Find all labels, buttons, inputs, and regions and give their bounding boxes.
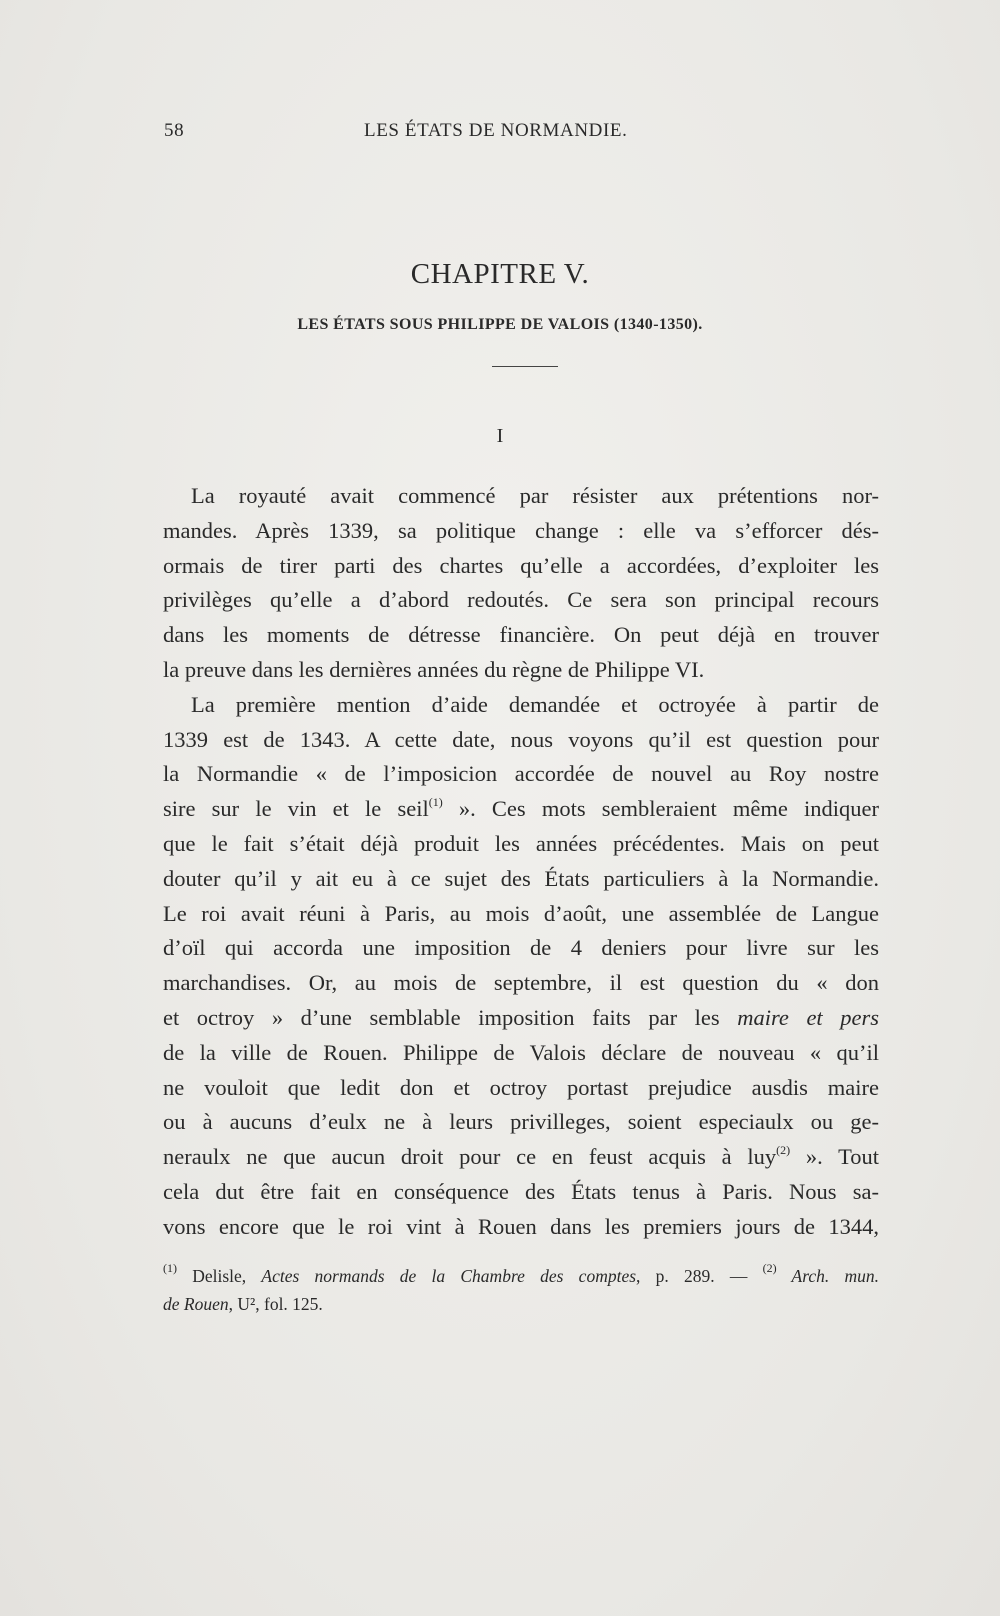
- footnote-source: de Rouen: [163, 1294, 229, 1314]
- footnote-line: [163, 1262, 879, 1290]
- text-line: marchandises. Or, au mois de septembre, il est question du « don: [163, 970, 879, 996]
- running-title: LES ÉTATS DE NORMANDIE.: [364, 120, 628, 141]
- text-line: [163, 792, 879, 827]
- footnotes: [163, 1262, 879, 1318]
- running-header: [164, 120, 880, 150]
- text-line: d’oïl qui accorda une imposition de 4 deniers pour livre sur les: [163, 935, 879, 961]
- italic-phrase: maire et pers: [737, 1004, 879, 1030]
- text-segment: ». Ces mots sembleraient même indiquer: [442, 796, 879, 822]
- text-line: privilèges qu’elle a d’abord redoutés. Ce sera son principal recours: [163, 587, 879, 613]
- text-line: ne vouloit que ledit don et octroy portast prejudice ausdis maire: [163, 1074, 879, 1100]
- footnote-mark-1: (1): [163, 1261, 177, 1275]
- footnote-text: Delisle,: [177, 1266, 262, 1286]
- text-line: vons encore que le roi vint à Rouen dans les premiers jours de 1344,: [163, 1213, 879, 1239]
- footnote-source: Arch. mun.: [776, 1266, 880, 1286]
- chapter-subtitle: LES ÉTATS SOUS PHILIPPE DE VALOIS (1340-1350).: [297, 316, 703, 333]
- text-segment: sire sur le vin et le seil: [163, 796, 429, 822]
- text-line: mandes. Après 1339, sa politique change : elle va s’efforcer dés-: [163, 517, 879, 543]
- footnote-ref-1: (1): [428, 795, 443, 810]
- text-line: cela dut être fait en conséquence des États tenus à Paris. Nous sa-: [163, 1178, 879, 1204]
- text-line: que le fait s’était déjà produit les années précédentes. Mais on peut: [163, 830, 879, 856]
- footnote-text: , p. 289. —: [636, 1266, 763, 1286]
- text-line: de la ville de Rouen. Philippe de Valois déclare de nouveau « qu’il: [163, 1039, 879, 1065]
- footnote-title: Actes normands de la Chambre des comptes: [261, 1266, 637, 1286]
- text-line: [163, 1001, 879, 1036]
- page-number: 58: [164, 120, 185, 141]
- title-divider: [492, 366, 558, 367]
- text-line: [163, 1140, 879, 1175]
- text-line: La royauté avait commencé par résister aux prétentions nor-: [191, 483, 879, 508]
- section-number: I: [496, 425, 504, 447]
- text-line: dans les moments de détresse financière. On peut déjà en trouver: [163, 622, 879, 648]
- body-text: [163, 479, 879, 1245]
- footnote-line: [163, 1290, 879, 1318]
- footnote-ref-2: (2): [776, 1143, 791, 1158]
- text-line: ormais de tirer parti des chartes qu’elle a accordées, d’exploiter les: [163, 552, 879, 578]
- footnote-text: , U², fol. 125.: [228, 1294, 323, 1314]
- footnote-mark-2: (2): [762, 1261, 777, 1275]
- text-line: douter qu’il y ait eu à ce sujet des États particuliers à la Normandie.: [163, 865, 879, 891]
- text-line: ou à aucuns d’eulx ne à leurs privilleges, soient especiaulx ou ge-: [163, 1109, 879, 1135]
- text-segment: neraulx ne que aucun droit pour ce en feust acquis à luy: [163, 1144, 777, 1170]
- text-segment: et octroy » d’une semblable imposition faits par les: [163, 1004, 738, 1030]
- text-segment: ». Tout: [790, 1144, 879, 1170]
- text-line: Le roi avait réuni à Paris, au mois d’août, une assemblée de Langue: [163, 900, 879, 926]
- text-line: La première mention d’aide demandée et octroyée à partir de: [191, 691, 879, 717]
- text-line: la Normandie « de l’imposicion accordée de nouvel au Roy nostre: [163, 761, 879, 787]
- text-line: 1339 est de 1343. A cette date, nous voyons qu’il est question pour: [163, 726, 879, 752]
- text-line: la preuve dans les dernières années du règne de Philippe VI.: [163, 656, 705, 682]
- chapter-title: CHAPITRE V.: [410, 258, 590, 290]
